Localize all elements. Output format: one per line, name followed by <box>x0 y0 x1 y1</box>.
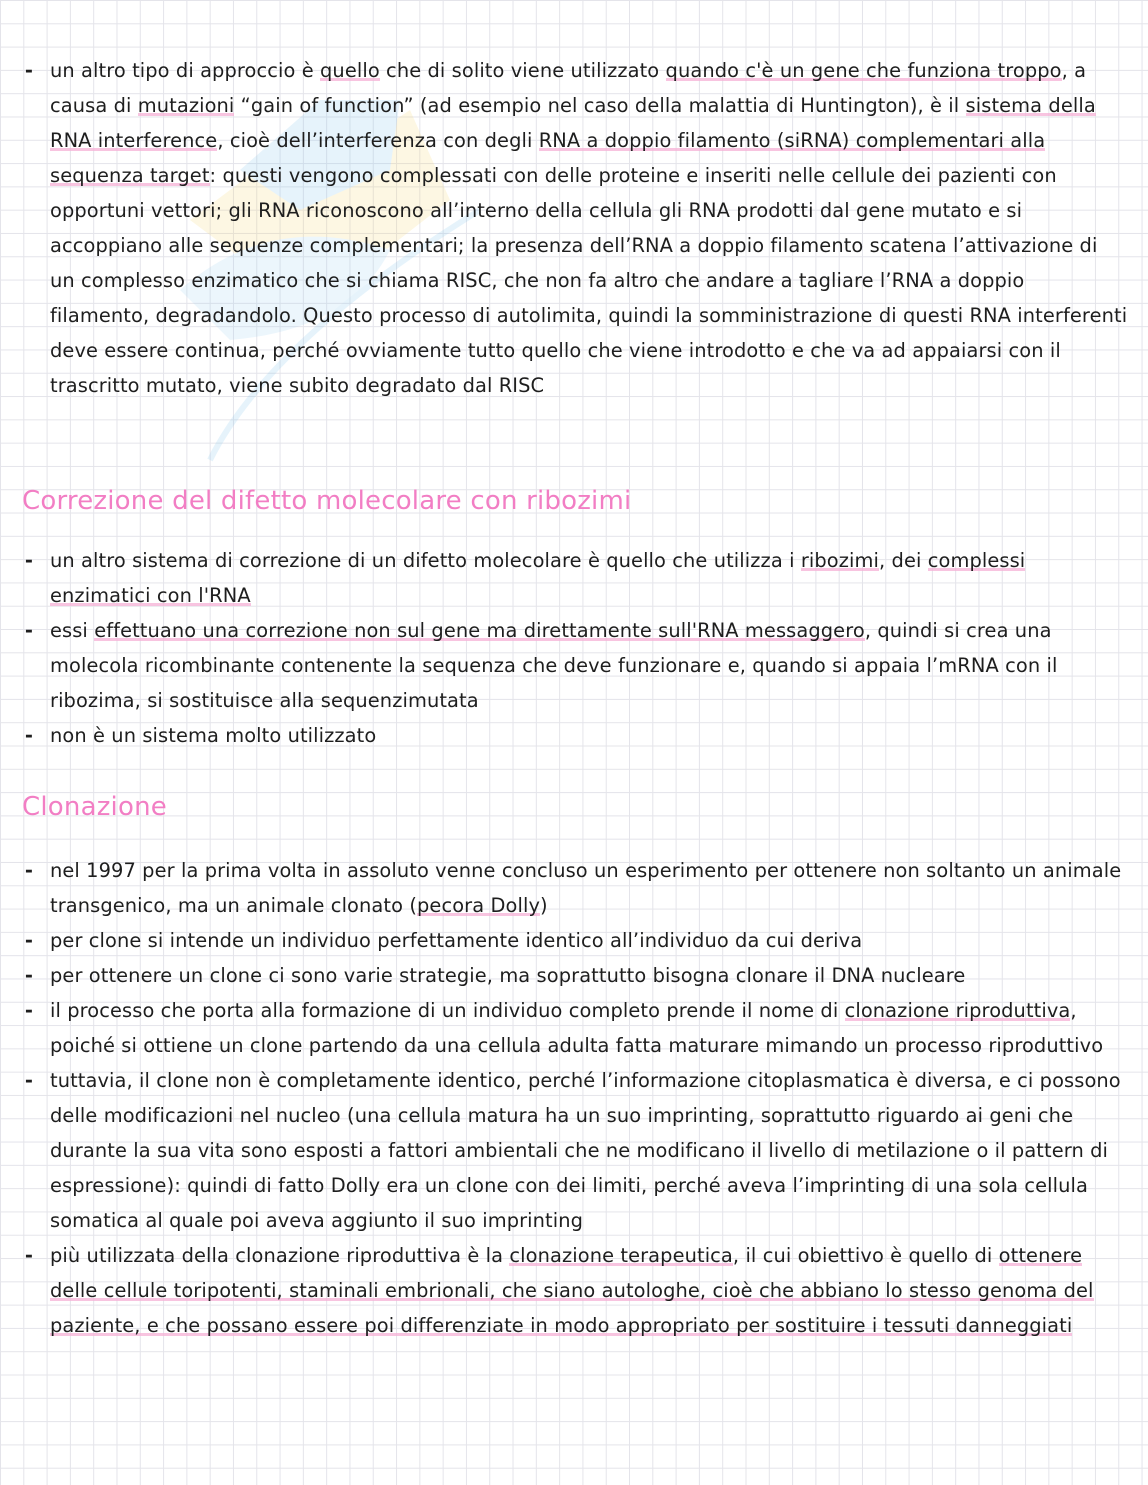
section-ribozimi <box>18 543 1128 753</box>
section-clonazione <box>18 853 1128 1343</box>
highlighted-text: mutazioni <box>137 94 235 117</box>
text-run: nel 1997 per la prima volta in assoluto venne concluso un esperimento per ottenere non soltanto un animale transgenico, ma un animale clonato ( <box>50 859 1122 917</box>
bullet-text <box>50 929 862 952</box>
bullet-list <box>18 543 1128 753</box>
text-run: ) <box>540 894 548 917</box>
bullet-text <box>50 999 1103 1057</box>
text-run: , il cui obiettivo è quello di <box>732 1244 999 1267</box>
text-run: , quindi si crea una molecola ricombinante contenente la sequenza che deve funzionare e, quando si appaia l’mRNA con il ribozima, si sostituisce alla sequenzimutata <box>50 619 1058 712</box>
text-run: , dei <box>879 549 928 572</box>
text-run: per ottenere un clone ci sono varie strategie, ma soprattutto bisogna clonare il DNA nucleare <box>50 964 966 987</box>
bullet-dash-icon: - <box>24 619 34 642</box>
highlighted-text: sistema della RNA interference <box>50 94 1096 152</box>
highlighted-text: clonazione terapeutica <box>509 1244 733 1267</box>
highlighted-text: complessi enzimatici con l'RNA <box>50 549 1026 607</box>
bullet-dash-icon: - <box>24 1244 34 1267</box>
highlighted-text: pecora Dolly <box>417 894 541 917</box>
bullet-text <box>50 964 965 987</box>
highlighted-text: quando c'è un gene che funziona troppo <box>665 59 1062 82</box>
bullet-text <box>50 859 1121 917</box>
bullet-dash-icon: - <box>24 929 34 952</box>
bullet-text <box>50 724 376 747</box>
text-run: “gain of function” (ad esempio nel caso della malattia di Huntington), è il <box>234 94 966 117</box>
bullet-text <box>50 619 1057 712</box>
text-run: : questi vengono complessati con delle proteine e inseriti nelle cellule dei pazienti con opportuni vettori; gli RNA riconoscono all’interno della cellula gli RNA prodotti dal gene mutato e si accoppiano alle sequenze complementari; la presenza dell’RNA a doppio filamento scatena l’attivazione di un complesso enzimatico che si chiama RISC, che non fa altro che andare a tagliare l’RNA a doppio filamento, degradandolo. Questo processo di autolimita, quindi la somministrazione di questi RNA interferenti deve essere continua, perché ovviamente tutto quello che viene introdotto e che va ad appaiarsi con il trascritto mutato, viene subito degradato dal RISC <box>50 164 1128 397</box>
list-item <box>18 613 1128 718</box>
bullet-dash-icon: - <box>24 859 34 882</box>
text-run: essi <box>50 619 95 642</box>
bullet-dash-icon: - <box>24 999 34 1022</box>
text-run: , poiché si ottiene un clone partendo da una cellula adulta fatta maturare mimando un processo riproduttivo <box>50 999 1104 1057</box>
text-run: il processo che porta alla formazione di un individuo completo prende il nome di <box>50 999 845 1022</box>
list-item <box>18 543 1128 613</box>
highlighted-text: ribozimi <box>800 549 880 572</box>
list-item <box>18 1238 1128 1343</box>
highlighted-text: quello <box>320 59 380 82</box>
bullet-dash-icon: - <box>24 724 34 747</box>
bullet-text <box>50 1069 1121 1232</box>
text-run: per clone si intende un individuo perfettamente identico all’individuo da cui deriva <box>50 929 863 952</box>
list-item <box>18 853 1128 923</box>
section-rna-interference <box>18 53 1128 403</box>
bullet-dash-icon: - <box>24 549 34 572</box>
list-item <box>18 993 1128 1063</box>
bullet-list <box>18 853 1128 1343</box>
text-run: che di solito viene utilizzato <box>379 59 666 82</box>
list-item <box>18 718 1128 753</box>
text-run: un altro sistema di correzione di un difetto molecolare è quello che utilizza i <box>50 549 801 572</box>
list-item <box>18 53 1128 403</box>
list-item <box>18 1063 1128 1238</box>
bullet-dash-icon: - <box>24 59 34 82</box>
text-run: , a causa di <box>50 59 1087 117</box>
text-run: un altro tipo di approccio è <box>50 59 321 82</box>
bullet-text <box>50 549 1025 607</box>
list-item <box>18 923 1128 958</box>
bullet-text <box>50 1244 1094 1337</box>
text-run: tuttavia, il clone non è completamente identico, perché l’informazione citoplasmatica è diversa, e ci possono delle modificazioni nel nucleo (una cellula matura ha un suo imprinting, soprattutto riguardo ai geni che durante la sua vita sono esposti a fattori ambientali che ne modificano il livello di metilazione o il pattern di espressione): quindi di fatto Dolly era un clone con dei limiti, perché aveva l’imprinting di una sola cellula somatica al quale poi aveva aggiunto il suo imprinting <box>50 1069 1121 1232</box>
section-heading-clonazione: Clonazione <box>22 792 167 822</box>
bullet-text <box>50 59 1127 397</box>
highlighted-text: ottenere delle cellule toripotenti, staminali embrionali, che siano autologhe, cioè che abbiano lo stesso genoma del paziente, e che possano essere poi differenziate in modo appropriato per sostituire i tessuti danneggiati <box>50 1244 1094 1337</box>
section-heading-ribozimi: Correzione del difetto molecolare con ribozimi <box>22 486 632 516</box>
text-run: , cioè dell’interferenza con degli <box>217 129 539 152</box>
list-item <box>18 958 1128 993</box>
bullet-list <box>18 53 1128 403</box>
bullet-dash-icon: - <box>24 1069 34 1092</box>
highlighted-text: clonazione riproduttiva <box>844 999 1071 1022</box>
highlighted-text: effettuano una correzione non sul gene ma direttamente sull'RNA messaggero <box>94 619 865 642</box>
text-run: più utilizzata della clonazione riproduttiva è la <box>50 1244 510 1267</box>
highlighted-text: RNA a doppio filamento (siRNA) complementari alla sequenza target <box>50 129 1046 187</box>
text-run: non è un sistema molto utilizzato <box>50 724 377 747</box>
bullet-dash-icon: - <box>24 964 34 987</box>
